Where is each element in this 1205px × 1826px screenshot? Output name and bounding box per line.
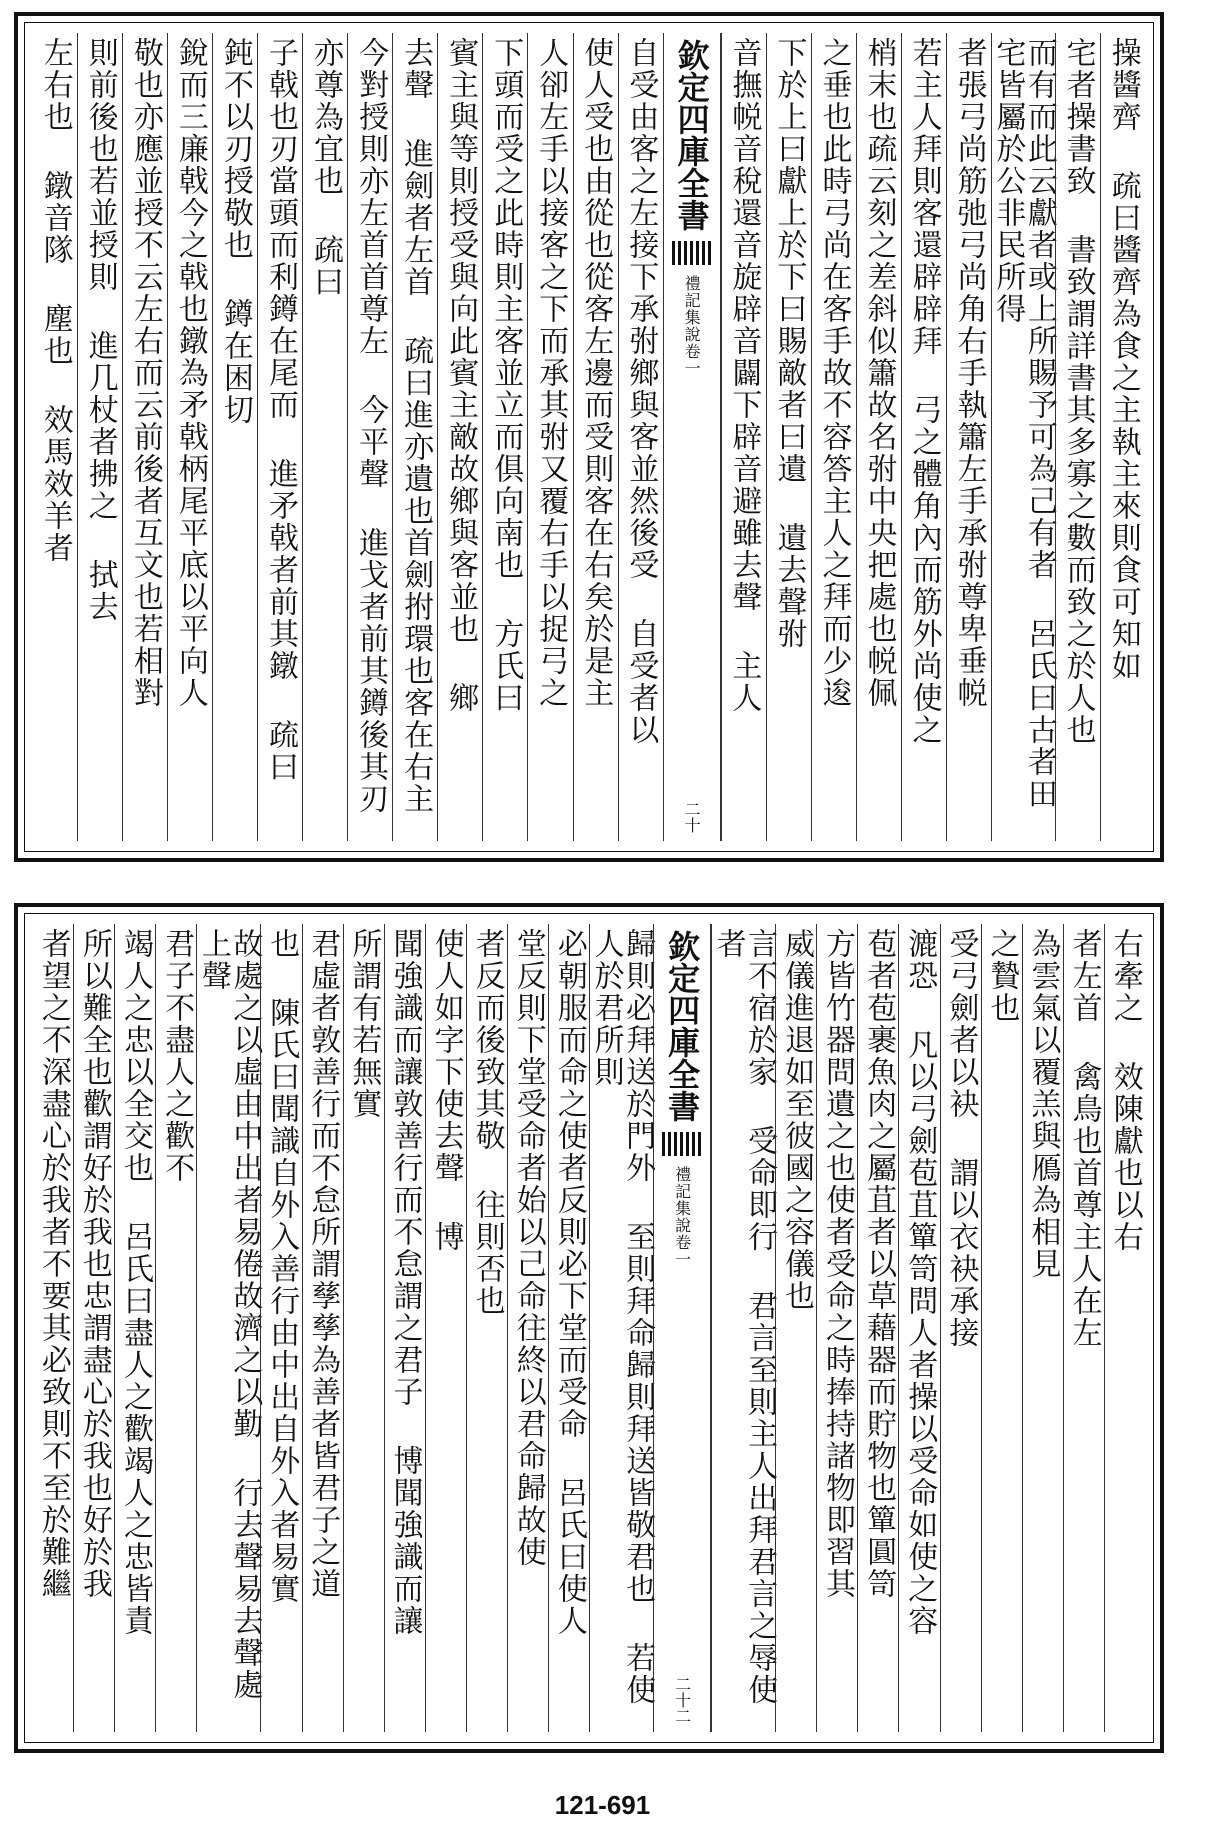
fishtail-mark-icon — [672, 241, 712, 265]
text-column: 君虛者敦善行而不怠所謂孳孳為善者皆君子之道 — [302, 924, 343, 1732]
text-column: 漉恐 凡以弓劍苞苴簞笥問人者操以受命如使之容 — [898, 924, 939, 1732]
text-column: 聞強識而讓敦善行而不怠謂之君子 博聞強識而讓 — [384, 924, 425, 1732]
banner-subtitle: 禮記集說 — [672, 1166, 692, 1234]
text-column: 自受由客之左接下承弣鄉與客並然後受 自受者以 — [618, 33, 663, 841]
text-column: 者左首 禽鳥也首尊主人在左 — [1063, 924, 1104, 1732]
text-column: 銳而三廉戟今之戟也鐓為矛戟柄尾平底以平向人 — [167, 33, 212, 841]
fishtail-mark-icon — [662, 1132, 702, 1156]
text-column: 亦尊為宜也 疏曰 — [302, 33, 347, 841]
center-banner — [663, 33, 721, 841]
text-column: 下頭而受之此時則主客並立而俱向南也 方氏曰 — [482, 33, 527, 841]
center-banner — [653, 924, 711, 1732]
text-column: 鈍不以刃授敬也 鐏在困切 — [212, 33, 257, 841]
text-column: 所以難全也歡謂好於我也忠謂盡心於我也好於我 — [73, 924, 114, 1732]
text-column: 若主人拜則客還辟辟拜 弓之體角內而筋外尚使之 — [901, 33, 946, 841]
text-column: 君子不盡人之歡不 — [155, 924, 196, 1732]
upper-page-frame — [24, 22, 1154, 852]
text-column: 者望之不深盡心於我者不要其必致則不至於難繼 — [35, 928, 71, 1600]
text-column: 敬也亦應並授不云左右而云前後者互文也若相對 — [122, 33, 167, 841]
banner-page-number: 二十二 — [672, 1676, 692, 1724]
text-column: 為雲氣以覆羔與鴈為相見 — [1022, 924, 1063, 1732]
banner-page-number: 二十 — [682, 801, 702, 833]
upper-page-columns — [33, 33, 1145, 841]
text-column: 而有而此云獻者或上所賜予可為己有者 呂氏曰古者田宅皆屬於公非民所得 — [991, 33, 1055, 841]
banner-volume: 卷一 — [672, 1234, 692, 1268]
text-column: 左右也 鐓音隊 塵也 效馬效羊者 — [37, 37, 73, 564]
banner-title: 欽定四庫全書 — [672, 39, 711, 231]
text-column: 宅者操書致 書致謂詳書其多寡之數而致之於人也 — [1055, 33, 1100, 841]
text-column: 威儀進退如至彼國之容儀也 — [775, 924, 816, 1732]
text-column: 使人如字下使去聲 博 — [425, 924, 466, 1732]
text-column: 言不宿於家 受命即行 君言至則主人出拜君言之辱使者 — [711, 924, 775, 1732]
text-column: 也 陳氏曰聞識自外入善行由中出自外入者易實 — [260, 924, 301, 1732]
text-column: 賓主與等則授受與向此賓主敵故鄉與客並也 鄉 — [437, 33, 482, 841]
text-column: 堂反則下堂受命者始以己命往終以君命歸故使 — [507, 924, 548, 1732]
banner-title: 欽定四庫全書 — [663, 930, 702, 1122]
text-column: 人卻左手以接客之下而承其弣又覆右手以捉弓之 — [527, 33, 572, 841]
text-column: 操醬齊 疏曰醬齊為食之主執主來則食可知如 — [1100, 33, 1145, 841]
text-column: 受弓劍者以袂 謂以衣袂承接 — [940, 924, 981, 1732]
text-column: 使人受也由從也從客左邊而受則客在右矣於是主 — [573, 33, 618, 841]
text-column: 歸則必拜送於門外 至則拜命歸則拜送皆敬君也 若使人於君所則 — [589, 924, 653, 1732]
text-column: 者張弓尚筋弛弓尚角右手執簫左手承弣尊卑垂帨 — [946, 33, 991, 841]
banner-subtitle: 禮記集說 — [682, 275, 702, 343]
upper-page — [14, 12, 1164, 862]
text-column: 故處之以虛由中出者易倦故濟之以勤 行去聲易去聲處上聲 — [196, 924, 260, 1732]
text-column: 下於上曰獻上於下曰賜敵者曰遺 遺去聲弣 — [766, 33, 811, 841]
text-column: 之垂也此時弓尚在客手故不容答主人之拜而少逡 — [811, 33, 856, 841]
text-column: 子戟也刃當頭而利鐏在尾而 進矛戟者前其鐓 疏曰 — [257, 33, 302, 841]
text-column: 今對授則亦左首首尊左 今平聲 進戈者前其鐏後其刃 — [347, 33, 392, 841]
footer-page-number: 121-691 — [554, 1790, 651, 1820]
text-column: 右牽之 效陳獻也以右 — [1104, 924, 1145, 1732]
text-column: 必朝服而命之使者反則必下堂而受命 呂氏曰使人 — [548, 924, 589, 1732]
text-column: 音撫帨音稅還音旋辟音闢下辟音避雖去聲 主人 — [721, 33, 766, 841]
text-column: 則前後也若並授則 進几杖者拂之 拭去 — [77, 33, 122, 841]
text-column: 所謂有若無實 — [343, 924, 384, 1732]
text-column: 者反而後致其敬 往則否也 — [466, 924, 507, 1732]
text-column: 之贄也 — [981, 924, 1022, 1732]
lower-page — [14, 903, 1164, 1753]
text-column: 梢末也疏云刻之差斜似簫故名弣中央把處也帨佩 — [856, 33, 901, 841]
banner-volume: 卷一 — [682, 343, 702, 377]
text-column: 竭人之忠以全交也 呂氏曰盡人之歡竭人之忠皆責 — [114, 924, 155, 1732]
lower-page-columns — [33, 924, 1145, 1732]
text-column: 方皆竹器問遺之也使者受命之時捧持諸物即習其 — [816, 924, 857, 1732]
text-column: 去聲 進劍者左首 疏曰進亦遺也首劍拊環也客在右主 — [392, 33, 437, 841]
lower-page-frame — [24, 913, 1154, 1743]
text-column: 苞者苞裹魚肉之屬苴者以草藉器而貯物也簞圓笥 — [857, 924, 898, 1732]
